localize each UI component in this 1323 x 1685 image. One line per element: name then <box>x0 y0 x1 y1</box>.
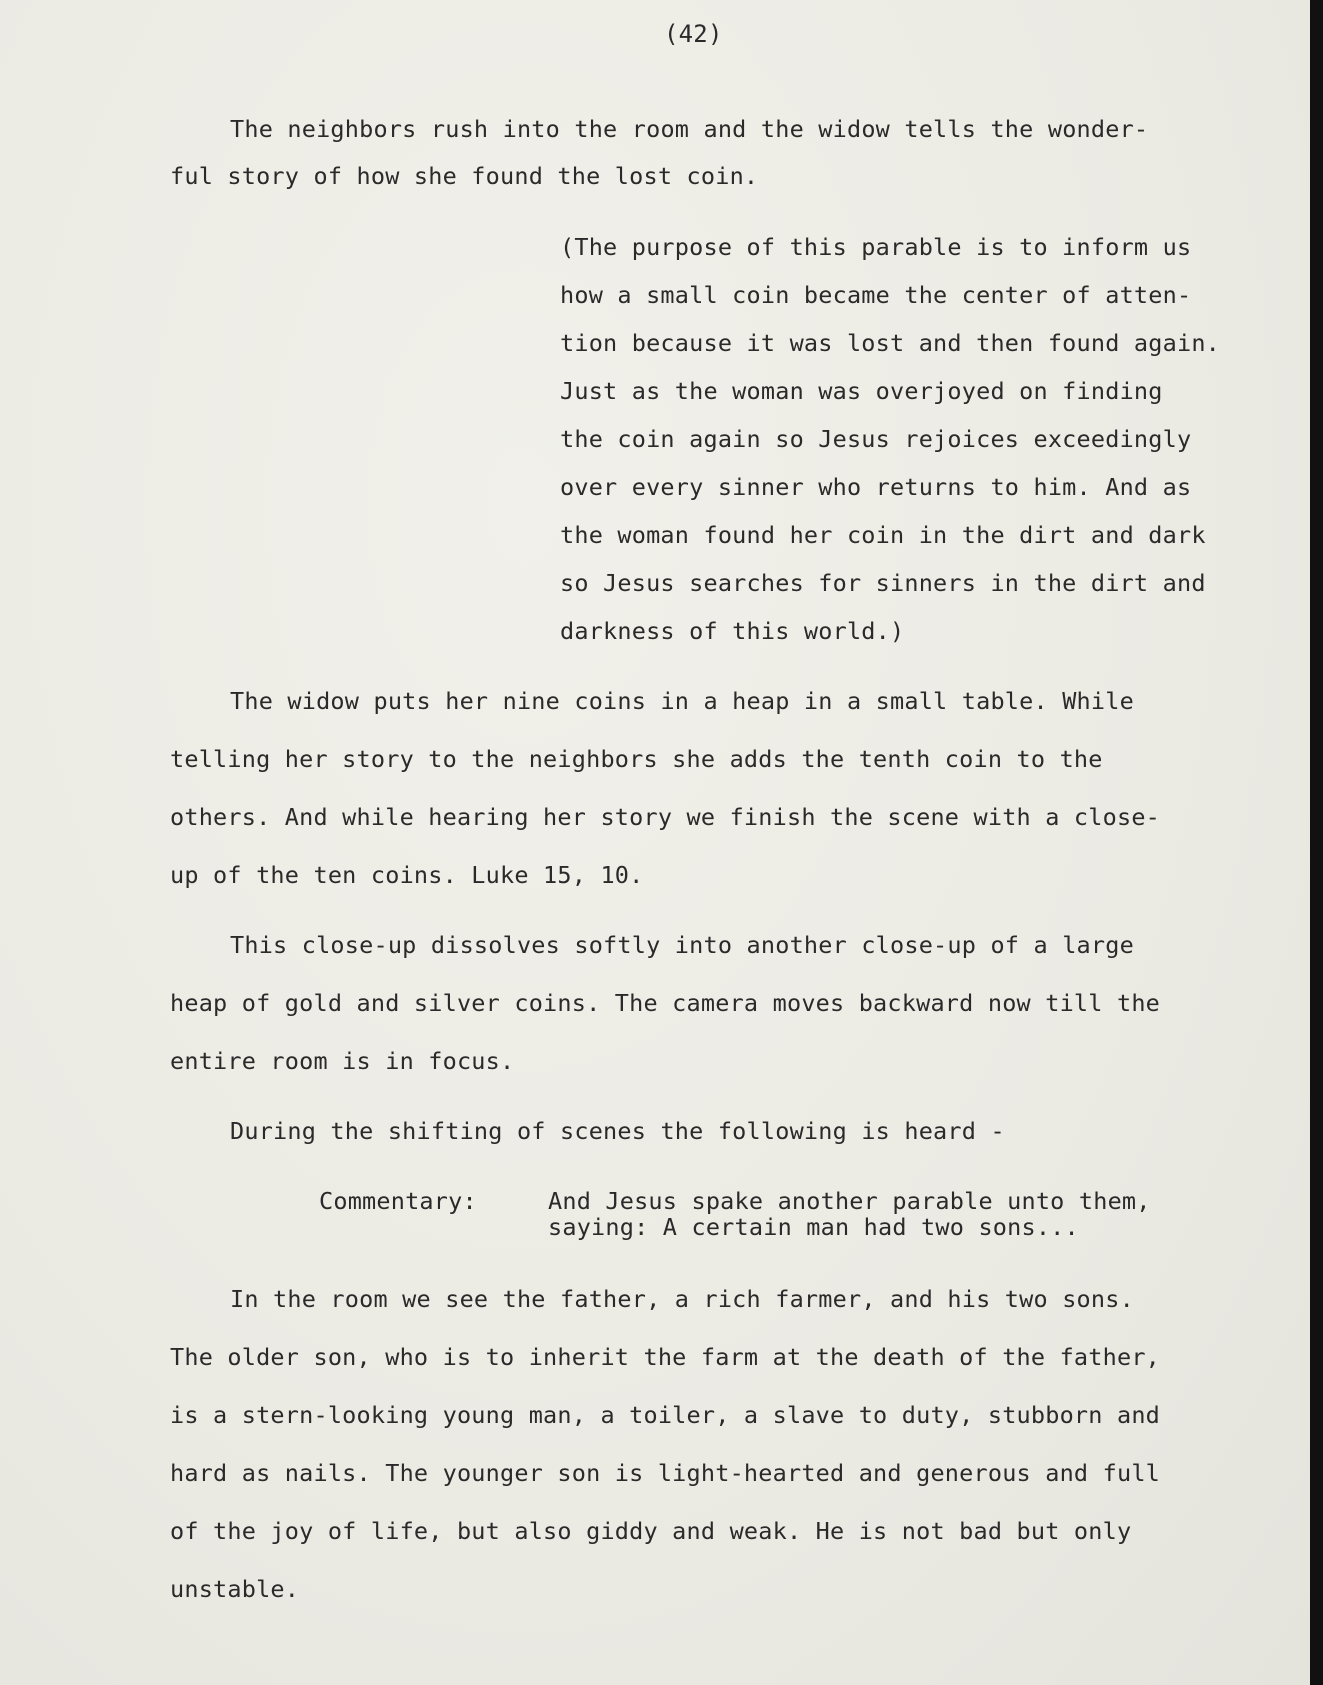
paragraph-2-line-1: (The purpose of this parable is to inform us <box>560 233 1192 261</box>
paragraph-6-line-5: of the joy of life, but also giddy and weak. He is not bad but only <box>170 1517 1132 1545</box>
paragraph-6-line-1: In the room we see the father, a rich farmer, and his two sons. <box>230 1285 1134 1313</box>
paragraph-2-line-4: Just as the woman was overjoyed on finding <box>560 377 1163 405</box>
paragraph-1-line-2: ful story of how she found the lost coin. <box>170 162 759 190</box>
page-number: (42) <box>664 20 723 48</box>
paragraph-2-line-8: so Jesus searches for sinners in the dirt and <box>560 569 1206 597</box>
paragraph-6-line-3: is a stern-looking young man, a toiler, a slave to duty, stubborn and <box>170 1401 1161 1429</box>
scan-edge <box>1310 0 1323 1685</box>
paragraph-2-line-5: the coin again so Jesus rejoices exceedingly <box>560 425 1192 453</box>
paragraph-2-line-7: the woman found her coin in the dirt and dark <box>560 521 1206 549</box>
paragraph-6-line-2: The older son, who is to inherit the farm at the death of the father, <box>170 1343 1161 1371</box>
paragraph-6-line-6: unstable. <box>170 1575 300 1603</box>
paragraph-2-line-3: tion because it was lost and then found again. <box>560 329 1221 357</box>
paragraph-6-line-4: hard as nails. The younger son is light-hearted and generous and full <box>170 1459 1161 1487</box>
paragraph-2-line-6: over every sinner who returns to him. And as <box>560 473 1192 501</box>
commentary-line-1: And Jesus spake another parable unto them, <box>548 1187 1151 1215</box>
paragraph-4-line-2: heap of gold and silver coins. The camera moves backward now till the <box>170 989 1161 1017</box>
paragraph-3-line-1: The widow puts her nine coins in a heap in a small table. While <box>230 687 1134 715</box>
paragraph-3-line-3: others. And while hearing her story we finish the scene with a close- <box>170 803 1161 831</box>
paragraph-4-line-3: entire room is in focus. <box>170 1047 515 1075</box>
paragraph-2-line-9: darkness of this world.) <box>560 617 905 645</box>
commentary-line-2: saying: A certain man had two sons... <box>548 1213 1079 1241</box>
paragraph-1-line-1: The neighbors rush into the room and the widow tells the wonder- <box>230 115 1149 143</box>
paragraph-5-line-1: During the shifting of scenes the following is heard - <box>230 1117 1005 1145</box>
paragraph-3-line-4: up of the ten coins. Luke 15, 10. <box>170 861 644 889</box>
paragraph-3-line-2: telling her story to the neighbors she adds the tenth coin to the <box>170 745 1103 773</box>
paragraph-2-line-2: how a small coin became the center of atten- <box>560 281 1192 309</box>
commentary-label: Commentary: <box>319 1187 477 1215</box>
paragraph-4-line-1: This close-up dissolves softly into another close-up of a large <box>230 931 1134 959</box>
